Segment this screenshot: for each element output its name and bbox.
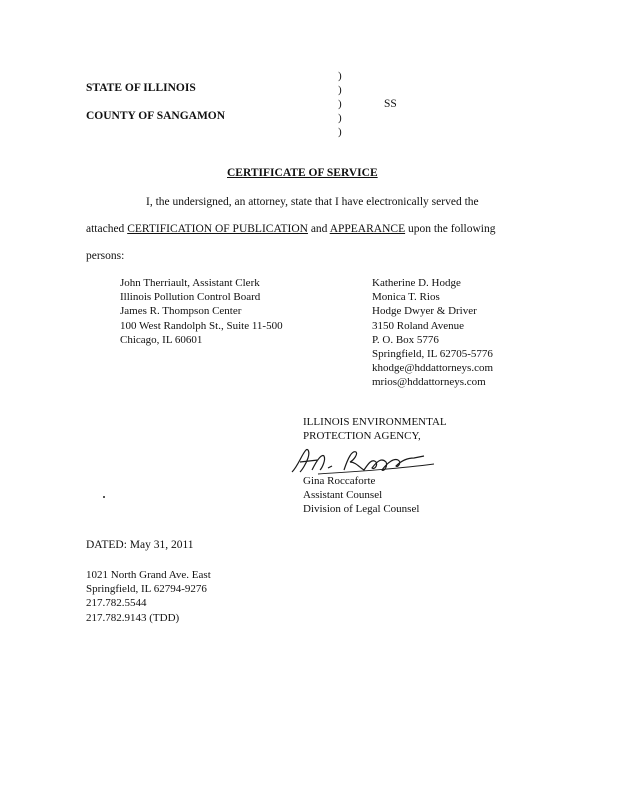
recipient-email: khodge@hddattorneys.com — [372, 362, 494, 375]
caption-ss: SS — [384, 98, 397, 110]
recipient-email: mrios@hddattorneys.com — [372, 376, 486, 389]
recipient-line: Katherine D. Hodge — [372, 277, 461, 289]
recipient-line: 100 West Randolph St., Suite 11-500 — [120, 319, 283, 332]
caption-paren: ) — [338, 112, 342, 124]
recipient-line: Monica T. Rios — [372, 291, 440, 304]
body-line-2-suffix: upon the following — [405, 223, 496, 235]
recipient-line: Illinois Pollution Control Board — [120, 291, 261, 304]
phone-line: 217.782.9143 (TDD) — [86, 611, 180, 624]
recipient-line: Chicago, IL 60601 — [120, 333, 203, 346]
recipient-line: Hodge Dwyer & Driver — [372, 305, 477, 318]
stray-mark — [103, 496, 105, 498]
document-title: CERTIFICATE OF SERVICE — [227, 167, 378, 179]
served-document-1: CERTIFICATION OF PUBLICATION — [127, 223, 308, 235]
recipient-block-right — [372, 276, 493, 390]
phone-line: 217.782.5544 — [86, 597, 147, 610]
recipient-block-left — [120, 276, 283, 347]
recipient-line: John Therriault, Assistant Clerk — [120, 277, 260, 289]
signer-block — [303, 474, 419, 517]
body-line-2-mid: and — [307, 223, 330, 235]
agency-line: PROTECTION AGENCY, — [303, 430, 421, 443]
signer-division: Division of Legal Counsel — [303, 503, 420, 516]
signer-title: Assistant Counsel — [303, 489, 383, 502]
recipient-line: 3150 Roland Avenue — [372, 319, 465, 332]
caption-state: STATE OF ILLINOIS — [86, 82, 196, 94]
caption-county: COUNTY OF SANGAMON — [86, 110, 226, 122]
address-line: Springfield, IL 62794-9276 — [86, 583, 207, 596]
caption-paren: ) — [338, 70, 342, 82]
body-line-2-prefix: attached — [86, 223, 128, 235]
caption-paren: ) — [338, 126, 342, 138]
return-address — [86, 568, 211, 625]
agency-line: ILLINOIS ENVIRONMENTAL — [303, 416, 447, 428]
recipient-line: James R. Thompson Center — [120, 305, 242, 318]
address-line: 1021 North Grand Ave. East — [86, 569, 211, 581]
handwritten-signature — [288, 444, 438, 478]
recipient-line: P. O. Box 5776 — [372, 333, 439, 346]
signer-name: Gina Roccaforte — [303, 475, 376, 487]
dated-line: DATED: May 31, 2011 — [86, 539, 194, 551]
caption-paren: ) — [338, 84, 342, 96]
body-line-1: I, the undersigned, an attorney, state that I have electronically served the — [146, 196, 479, 208]
served-document-2: APPEARANCE — [329, 223, 406, 235]
body-line-2 — [86, 223, 496, 235]
body-line-3: persons: — [86, 250, 125, 262]
agency-name — [303, 415, 447, 443]
recipient-line: Springfield, IL 62705-5776 — [372, 348, 493, 361]
caption-paren: ) — [338, 98, 342, 110]
